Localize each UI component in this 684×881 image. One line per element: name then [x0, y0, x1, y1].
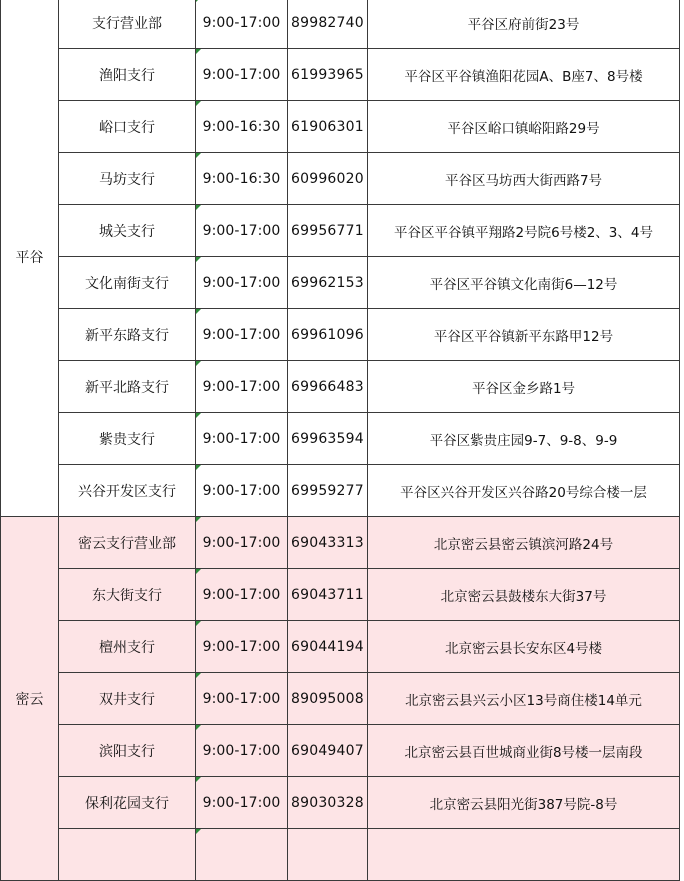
phone-number: 89095008 — [288, 673, 368, 725]
branch-name: 新平北路支行 — [59, 361, 196, 413]
table-row — [1, 465, 680, 517]
branch-address: 平谷区马坊西大街西路7号 — [368, 153, 680, 205]
business-hours: 9:00-17:00 — [196, 569, 288, 621]
business-hours — [196, 829, 288, 881]
branch-address: 平谷区平谷镇平翔路2号院6号楼2、3、4号 — [368, 205, 680, 257]
phone-number: 61993965 — [288, 49, 368, 101]
table-row — [1, 205, 680, 257]
business-hours: 9:00-17:00 — [196, 0, 288, 49]
phone-number: 61906301 — [288, 101, 368, 153]
phone-number: 69962153 — [288, 257, 368, 309]
branch-address: 北京密云县百世城商业街8号楼一层南段 — [368, 725, 680, 777]
branch-name: 滨阳支行 — [59, 725, 196, 777]
region-cell: 密云 — [1, 517, 59, 881]
phone-number: 69963594 — [288, 413, 368, 465]
branch-address: 平谷区府前街23号 — [368, 0, 680, 49]
table-row — [1, 673, 680, 725]
business-hours: 9:00-17:00 — [196, 725, 288, 777]
phone-number: 89982740 — [288, 0, 368, 49]
table-row — [1, 49, 680, 101]
branch-name: 东大街支行 — [59, 569, 196, 621]
phone-number: 89030328 — [288, 777, 368, 829]
business-hours: 9:00-17:00 — [196, 517, 288, 569]
branch-address: 平谷区兴谷开发区兴谷路20号综合楼一层 — [368, 465, 680, 517]
branch-address: 北京密云县兴云小区13号商住楼14单元 — [368, 673, 680, 725]
branch-name: 支行营业部 — [59, 0, 196, 49]
phone-number: 69043711 — [288, 569, 368, 621]
branch-address: 平谷区峪口镇峪阳路29号 — [368, 101, 680, 153]
phone-number: 69956771 — [288, 205, 368, 257]
table-row — [1, 725, 680, 777]
branch-name: 峪口支行 — [59, 101, 196, 153]
branch-name: 密云支行营业部 — [59, 517, 196, 569]
phone-number: 69961096 — [288, 309, 368, 361]
business-hours: 9:00-17:00 — [196, 49, 288, 101]
business-hours: 9:00-17:00 — [196, 361, 288, 413]
business-hours: 9:00-17:00 — [196, 413, 288, 465]
business-hours: 9:00-16:30 — [196, 101, 288, 153]
branch-name: 渔阳支行 — [59, 49, 196, 101]
phone-number: 69959277 — [288, 465, 368, 517]
table-row — [1, 621, 680, 673]
table-row — [1, 153, 680, 205]
branch-name: 文化南街支行 — [59, 257, 196, 309]
business-hours: 9:00-17:00 — [196, 777, 288, 829]
branch-name: 城关支行 — [59, 205, 196, 257]
phone-number — [288, 829, 368, 881]
phone-number: 69044194 — [288, 621, 368, 673]
region-cell: 平谷 — [1, 0, 59, 517]
table-row — [1, 517, 680, 569]
table-row — [1, 361, 680, 413]
branch-name: 保利花园支行 — [59, 777, 196, 829]
branch-name: 兴谷开发区支行 — [59, 465, 196, 517]
branch-address: 平谷区平谷镇新平东路甲12号 — [368, 309, 680, 361]
business-hours: 9:00-17:00 — [196, 309, 288, 361]
branch-name: 檀州支行 — [59, 621, 196, 673]
business-hours: 9:00-16:30 — [196, 153, 288, 205]
phone-number: 60996020 — [288, 153, 368, 205]
branch-name: 马坊支行 — [59, 153, 196, 205]
branch-address: 北京密云县鼓楼东大街37号 — [368, 569, 680, 621]
branch-address — [368, 829, 680, 881]
phone-number: 69966483 — [288, 361, 368, 413]
branch-address: 平谷区紫贵庄园9-7、9-8、9-9 — [368, 413, 680, 465]
table-row — [1, 309, 680, 361]
branch-address: 平谷区平谷镇文化南街6—12号 — [368, 257, 680, 309]
branch-address: 北京密云县阳光街387号院-8号 — [368, 777, 680, 829]
branch-address: 平谷区金乡路1号 — [368, 361, 680, 413]
table-row — [1, 777, 680, 829]
branch-name: 紫贵支行 — [59, 413, 196, 465]
branch-name — [59, 829, 196, 881]
table-row — [1, 257, 680, 309]
branch-table-body — [1, 0, 680, 881]
branch-address: 平谷区平谷镇渔阳花园A、B座7、8号楼 — [368, 49, 680, 101]
table-row — [1, 829, 680, 881]
table-row — [1, 101, 680, 153]
table-row — [1, 569, 680, 621]
table-row — [1, 413, 680, 465]
business-hours: 9:00-17:00 — [196, 621, 288, 673]
business-hours: 9:00-17:00 — [196, 205, 288, 257]
phone-number: 69043313 — [288, 517, 368, 569]
branch-name: 新平东路支行 — [59, 309, 196, 361]
business-hours: 9:00-17:00 — [196, 257, 288, 309]
branch-address: 北京密云县长安东区4号楼 — [368, 621, 680, 673]
business-hours: 9:00-17:00 — [196, 465, 288, 517]
business-hours: 9:00-17:00 — [196, 673, 288, 725]
phone-number: 69049407 — [288, 725, 368, 777]
table-row — [1, 0, 680, 49]
branch-address: 北京密云县密云镇滨河路24号 — [368, 517, 680, 569]
branch-name: 双井支行 — [59, 673, 196, 725]
